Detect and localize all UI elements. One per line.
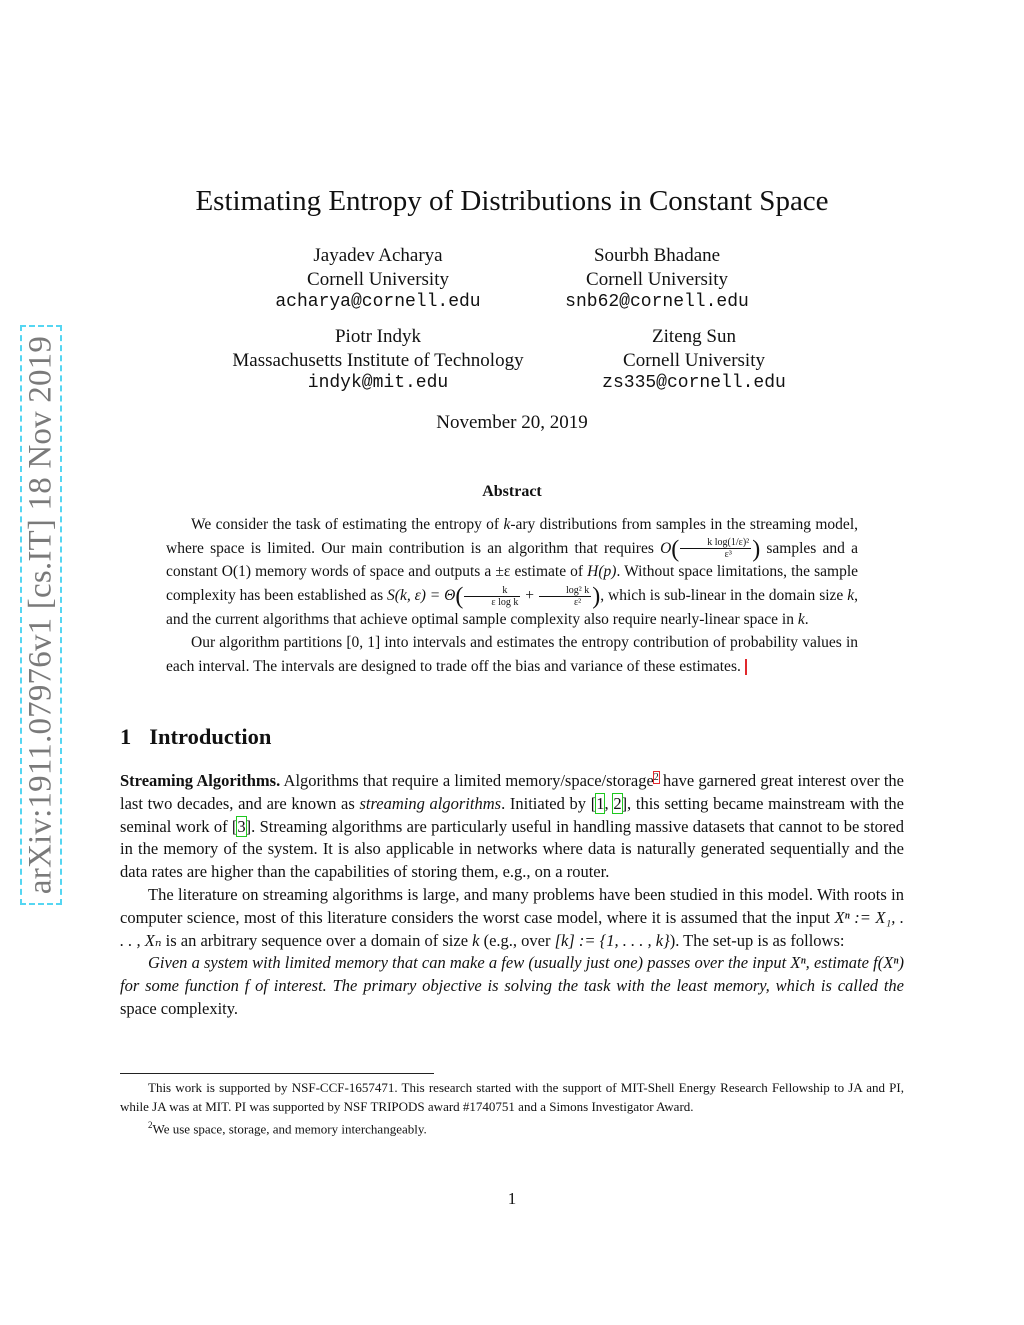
fraction: $\frac{k}{\text{ε log k}}$ (464, 585, 520, 608)
author-affiliation: Cornell University (586, 268, 728, 290)
citation-link[interactable]: 3 (237, 816, 246, 836)
author-name: Jayadev Acharya (313, 245, 443, 266)
citation-link[interactable]: 2 (613, 793, 622, 813)
paper-date: November 20, 2019 (436, 412, 588, 433)
footnotes (120, 1079, 904, 1139)
footnote-2: $^2$We use space, storage, and memory interchangeably. (148, 1120, 427, 1137)
author-email[interactable]: indyk@mit.edu (307, 373, 449, 393)
author-block (524, 325, 864, 396)
author-block (208, 325, 548, 396)
arxiv-stamp-text: arXiv:1911.07976v1 [cs.IT] 18 Nov 2019 (22, 335, 59, 895)
intro-paragraph: The literature on streaming algorithms is large, and many problems have been studied in this model. With roots in computer science, most of this literature considers the worst case model, where it is assumed that the input Xⁿ := X₁, . . . , Xₙ is an arbitrary sequence over a domain of size k (e.g., over [k] := {1, . . . , k}). The set-up is as follows: (120, 884, 904, 950)
abstract-body (166, 513, 858, 678)
author-name: Piotr Indyk (334, 326, 422, 347)
author-email[interactable]: zs335@cornell.edu (602, 373, 786, 393)
page-number: 1 (507, 1189, 517, 1208)
paper-title: Estimating Entropy of Distributions in Constant Space (195, 185, 829, 217)
author-affiliation: Cornell University (623, 349, 765, 371)
section-title: Introduction (149, 724, 272, 749)
author-name: Ziteng Sun (652, 326, 736, 347)
author-name: Sourbh Bhadane (593, 245, 721, 266)
section-number: 1 (120, 724, 132, 749)
footnote-rule (120, 1073, 434, 1074)
section-heading (120, 724, 271, 750)
author-email[interactable]: acharya@cornell.edu (275, 292, 481, 312)
footnote-support: This work is supported by NSF-CCF-1657471. This research started with the support of MIT-Shell Energy Research Fellowship to JA and PI, while JA was at MIT. PI was supported by NSF TRIPODS award #1740751 and a Simons Investigator Award. (120, 1080, 904, 1114)
annotation-mark (745, 659, 747, 675)
abstract-paragraph: Our algorithm partitions [0, 1] into intervals and estimates the entropy contribution of probability values in each interval. The intervals are designed to trade off the bias and variance of these estimates. (166, 634, 858, 675)
paragraph-lead: Streaming Algorithms. (120, 771, 281, 790)
footnote-mark: 2 (148, 1120, 153, 1130)
intro-body (120, 770, 904, 1021)
author-email[interactable]: snb62@cornell.edu (565, 292, 749, 312)
fraction: $\frac{\text{log² k}}{\text{ε²}}$ (539, 585, 591, 608)
abstract-heading: Abstract (482, 483, 542, 500)
author-block (487, 244, 827, 315)
fraction: $\frac{\text{k log(1/ε)²}}{\text{ε³}}$ (680, 537, 751, 560)
citation-link[interactable]: 1 (596, 793, 605, 813)
intro-paragraph: Streaming Algorithms. Algorithms that require a limited memory/space/storage$^2$ have garnered great interest over the last two decades, and are known as streaming algorithms. Initiated by [1, 2], this setting became mainstream with the seminal work of [3]. Streaming algorithms are particularly useful in handling massive datasets that cannot to be stored in the memory of the system. It is also applicable in networks where data is naturally generated sequentially and the data rates are higher than the capabilities of storing them, e.g., on a router. (120, 771, 905, 882)
intro-paragraph: Given a system with limited memory that can make a few (usually just one) passes over the input Xⁿ, estimate f(Xⁿ) for some function f of interest. The primary objective is solving the task with the least memory, which is called the space complexity. (120, 953, 904, 1018)
author-affiliation: Massachusetts Institute of Technology (232, 349, 524, 371)
footnote-link[interactable]: 2 (653, 771, 659, 783)
author-affiliation: Cornell University (307, 268, 449, 290)
abstract-paragraph: We consider the task of estimating the entropy of k-ary distributions from samples in the streaming model, where space is limited. Our main contribution is an algorithm that requires O( $\frac{\text{k log(1/ε)²}}{\text{ε³}}$ ) samples and a constant O(1) memory words of space and outputs a ±ε estimate of H(p). Without space limitations, the sample complexity has been established as S(k, ε) = Θ( $\frac{k}{\text{ε log k}}$ + $\frac{\text{log² k}}{\text{ε²}}$ ), which is sub-linear in the domain size k, and the current algorithms that achieve optimal sample complexity also require nearly-linear space in k. (166, 516, 859, 628)
